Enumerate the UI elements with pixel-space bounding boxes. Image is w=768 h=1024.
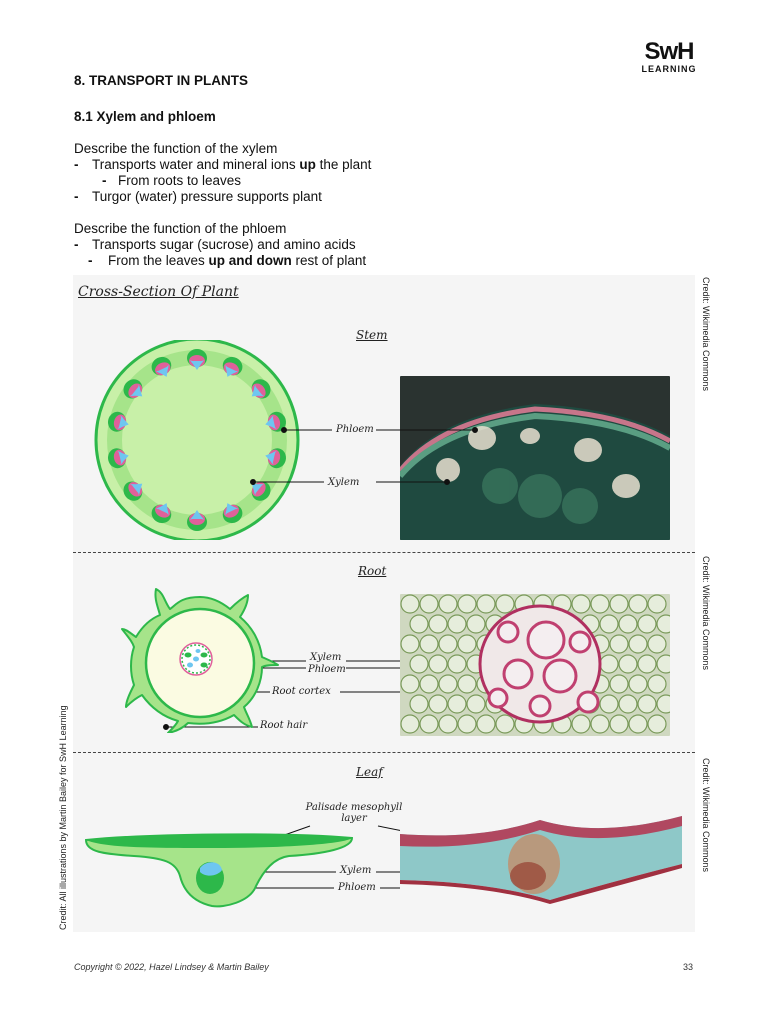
stem-title: Stem [356, 328, 388, 342]
cortex-cell [619, 615, 637, 633]
cortex-cell [629, 715, 647, 733]
stem-xylem-label: Xylem [328, 477, 360, 488]
diagram-title: Cross-Section Of Plant [78, 284, 239, 300]
logo-sub: LEARNING [641, 64, 697, 74]
cortex-cell [610, 595, 628, 613]
leaf-xylem-label: Xylem [340, 865, 372, 876]
cortex-cell [420, 715, 438, 733]
xylem-question: Describe the function of the xylem [74, 141, 278, 156]
cortex-cell [458, 715, 476, 733]
cortex-cell [610, 675, 628, 693]
cortex-cell [600, 615, 618, 633]
cortex-cell [458, 595, 476, 613]
cortex-cell [572, 715, 590, 733]
leaf-title: Leaf [356, 765, 383, 779]
cortex-cell [401, 675, 419, 693]
xylem-point-1 [92, 157, 371, 173]
phloem-sub-bold: up and down [208, 253, 292, 268]
cortex-cell [477, 715, 495, 733]
xylem-point-1-pre: Transports water and mineral ions [92, 157, 300, 172]
cortex-cell [638, 615, 656, 633]
credit-wikimedia-leaf: Credit: Wikimedia Commons [701, 758, 711, 873]
cortex-cell [572, 595, 590, 613]
cortex-cell [629, 635, 647, 653]
cortex-cell [420, 595, 438, 613]
cortex-cell [401, 715, 419, 733]
section-divider [73, 552, 695, 553]
cortex-cell [638, 655, 656, 673]
cortex-cell [410, 695, 428, 713]
footer-copyright: Copyright © 2022, Hazel Lindsey & Martin Bailey [74, 962, 269, 972]
cortex-cell [401, 595, 419, 613]
root-phloem-label: Phloem [308, 664, 346, 675]
leaf-micrograph [400, 800, 682, 912]
leaf-diagram [84, 830, 354, 910]
xylem-point-2: Turgor (water) pressure supports plant [92, 189, 322, 204]
cortex-cell [629, 675, 647, 693]
palisade-label-line-2: layer [341, 813, 367, 824]
bullet: - [74, 237, 79, 252]
cortex-cell [610, 635, 628, 653]
cortex-cell [458, 635, 476, 653]
cortex-cell [600, 695, 618, 713]
xylem-point-1-bold: up [299, 157, 316, 172]
cortex-cell [420, 635, 438, 653]
cortex-cell [429, 695, 447, 713]
cortex-cell [657, 655, 670, 673]
bullet: - [74, 189, 79, 204]
cortex-cell [648, 635, 666, 653]
cortex-cell [591, 715, 609, 733]
root-cortex-label: Root cortex [272, 686, 331, 697]
cortex-cell [429, 615, 447, 633]
cortex-cell [477, 595, 495, 613]
phloem-point-1: Transports sugar (sucrose) and amino acids [92, 237, 356, 252]
root-xylem-label: Xylem [310, 652, 342, 663]
root-micrograph [400, 594, 670, 736]
phloem-sub-pre: From the leaves [108, 253, 209, 268]
cortex-cell [420, 675, 438, 693]
palisade-label-line-1: Palisade mesophyll [305, 802, 403, 813]
cortex-cell [657, 695, 670, 713]
credit-illustrations: Credit: All illustrations by Martin Bailey for SwH Learning [58, 705, 68, 930]
cortex-cell [496, 715, 514, 733]
section-subheading: 8.1 Xylem and phloem [74, 109, 216, 124]
cortex-cell [600, 655, 618, 673]
cortex-cell [410, 655, 428, 673]
phloem-question: Describe the function of the phloem [74, 221, 287, 236]
stem-phloem-label: Phloem [336, 424, 374, 435]
section-divider [73, 752, 695, 753]
phloem-point-1-sub [108, 253, 366, 269]
root-hair-label: Root hair [260, 720, 308, 731]
cortex-cell [467, 695, 485, 713]
root-title: Root [358, 564, 387, 578]
cortex-cell [439, 635, 457, 653]
cortex-cell [610, 715, 628, 733]
cortex-cell [439, 595, 457, 613]
stem-micrograph [400, 376, 670, 540]
leaf-phloem-label: Phloem [338, 882, 376, 893]
cortex-cell [448, 695, 466, 713]
bullet: - [88, 253, 93, 268]
cortex-cell [448, 655, 466, 673]
xylem-point-1-post: the plant [315, 157, 372, 172]
cortex-cell [648, 675, 666, 693]
credit-wikimedia-root: Credit: Wikimedia Commons [701, 556, 711, 671]
page-heading: 8. TRANSPORT IN PLANTS [74, 73, 249, 88]
cortex-cell [401, 635, 419, 653]
cortex-cell [591, 595, 609, 613]
cortex-cell [648, 715, 666, 733]
cortex-cell [458, 675, 476, 693]
cortex-cell [429, 655, 447, 673]
cortex-cell [496, 595, 514, 613]
cortex-cell [448, 615, 466, 633]
phloem-sub-post: rest of plant [291, 253, 367, 268]
cortex-cell [619, 655, 637, 673]
cortex-cell [439, 675, 457, 693]
cortex-cell [467, 615, 485, 633]
logo-main: SwH [644, 38, 694, 65]
bullet: - [102, 173, 107, 188]
swh-logo [638, 40, 700, 74]
stem-diagram [90, 340, 305, 540]
bullet: - [74, 157, 79, 172]
xylem-point-1-sub: From roots to leaves [118, 173, 242, 188]
cortex-cell [439, 715, 457, 733]
cortex-cell [648, 595, 666, 613]
cortex-cell [619, 695, 637, 713]
root-diagram [120, 585, 280, 733]
credit-wikimedia-stem: Credit: Wikimedia Commons [701, 277, 711, 392]
cortex-cell [638, 695, 656, 713]
page-number: 33 [683, 962, 694, 972]
palisade-label [300, 802, 408, 824]
cortex-cell [629, 595, 647, 613]
cortex-cell [410, 615, 428, 633]
cortex-cell [657, 615, 670, 633]
